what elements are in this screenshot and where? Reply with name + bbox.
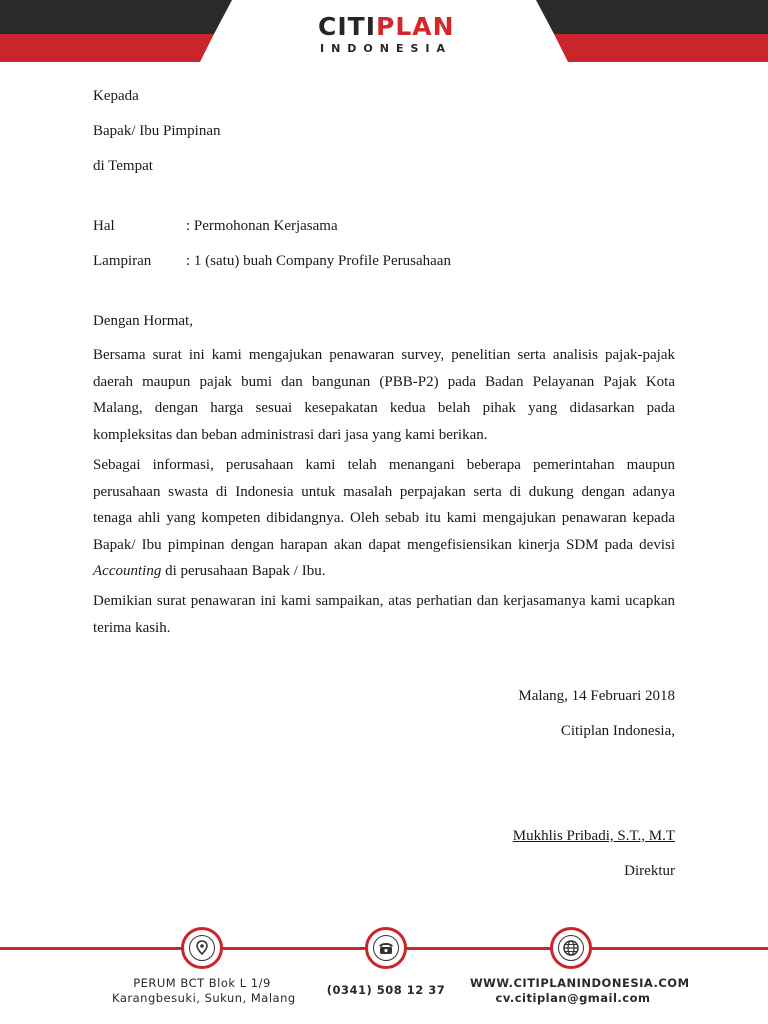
location-badge (181, 927, 223, 969)
phone-icon (375, 937, 397, 959)
lampiran-label: Lampiran (93, 253, 152, 269)
paragraph-1 (93, 342, 675, 448)
footer-address (112, 976, 296, 1006)
paragraph-1-line: Bersama surat ini kami mengajukan penawaran survey, penelitian serta analisis pajak-pajak (93, 347, 675, 363)
paragraph-2-line: Sebagai informasi, perusahaan kami telah menangani beberapa pemerintahan maupun (93, 457, 675, 473)
footer-web (470, 976, 690, 1006)
location-icon (191, 937, 213, 959)
lampiran-value: : 1 (satu) buah Company Profile Perusahaan (186, 253, 451, 269)
email-link[interactable]: cv.citiplan@gmail.com (495, 991, 651, 1005)
paragraph-3 (93, 588, 675, 641)
paragraph-3-line: Demikian surat penawaran ini kami sampaikan, atas perhatian dan kerjasamanya kami ucapkan (93, 593, 675, 609)
greeting: Dengan Hormat, (93, 313, 193, 329)
website-link[interactable]: WWW.CITIPLANINDONESIA.COM (470, 976, 690, 990)
globe-icon (560, 937, 582, 959)
paragraph-2-line: tenaga ahli yang kompeten dibidangnya. Oleh sebab itu kami mengajukan penawaran kepada (93, 510, 675, 526)
footer-phone: (0341) 508 12 37 (326, 983, 446, 997)
paragraph-1-line: kompleksitas dan beban administrasi dari jasa yang kami berikan. (93, 426, 488, 443)
paragraph-1-line: daerah maupun pajak bumi dan bangunan (PBB-P2) pada Badan Pelayanan Pajak Kota (93, 373, 675, 390)
paragraph-2-line: perusahaan swasta di Indonesia untuk masalah perpajakan serta di dukung dengan adanya (93, 483, 675, 500)
address-line-2: Karangbesuki, Sukun, Malang (112, 991, 296, 1005)
paragraph-1-line: Malang, dengan harga sesuai kesepakatan kedua belah pihak yang didasarkan pada (93, 400, 675, 416)
recipient-line-2: Bapak/ Ibu Pimpinan (93, 123, 221, 139)
italic-term: Accounting (93, 563, 162, 579)
paragraph-3-line: terima kasih. (93, 619, 171, 636)
address-line-1: PERUM BCT Blok L 1/9 (133, 976, 271, 990)
company-logo: CITIPLAN INDONESIA (318, 12, 455, 55)
hal-value: : Permohonan Kerjasama (186, 218, 338, 234)
paragraph-2-line: Bapak/ Ibu pimpinan dengan harapan akan dapat mengefisiensikan kinerja SDM pada devisi (93, 536, 675, 553)
paragraph-2-tail: di perusahaan Bapak / Ibu. (161, 563, 326, 579)
signer-title: Direktur (624, 863, 675, 879)
signer-name: Mukhlis Pribadi, S.T., M.T (512, 828, 675, 844)
paragraph-2-last-line (93, 558, 675, 585)
globe-badge (550, 927, 592, 969)
hal-label: Hal (93, 218, 115, 234)
recipient-line-1: Kepada (93, 88, 139, 104)
paragraph-2 (93, 452, 675, 585)
place-date: Malang, 14 Februari 2018 (518, 688, 675, 704)
recipient-line-3: di Tempat (93, 158, 153, 174)
company-name: Citiplan Indonesia, (560, 723, 675, 739)
phone-badge (365, 927, 407, 969)
